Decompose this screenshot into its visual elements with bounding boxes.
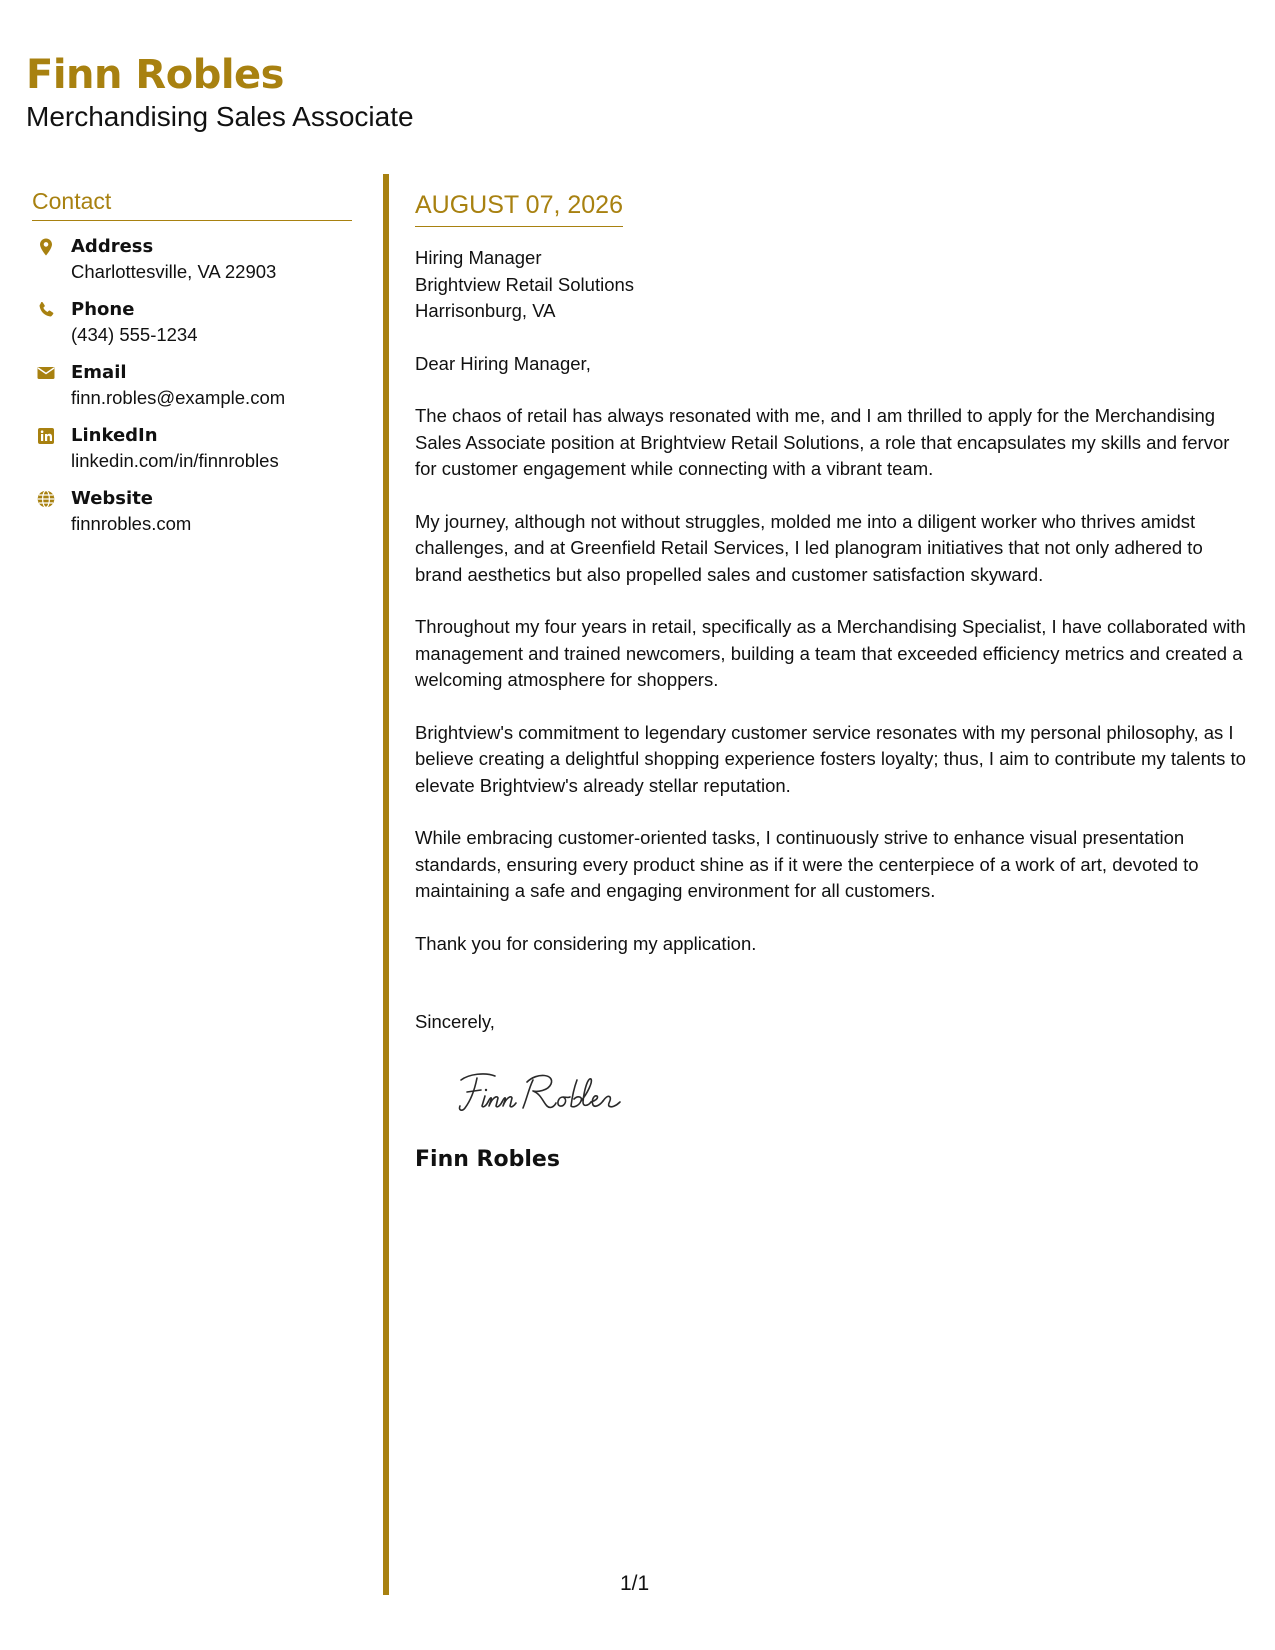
recipient-line: Brightview Retail Solutions: [415, 273, 635, 295]
letter-date: AUGUST 07, 2026: [415, 191, 623, 219]
linkedin-value: linkedin.com/in/finnrobles: [71, 450, 279, 471]
contact-item-website: [32, 487, 352, 550]
date-block: [415, 190, 623, 227]
contact-label: LinkedIn: [71, 425, 158, 446]
vertical-divider: [383, 174, 389, 1595]
contact-sidebar: [32, 186, 352, 550]
letter-paragraph: My journey, although not without struggles, molded me into a diligent worker who thrives amidst challenges, and at Greenfield Retail Services, I led planogram initiatives that not only adhered to brand aesthetics but also propelled sales and customer satisfaction skyward.: [415, 510, 1203, 585]
applicant-name: Finn Robles: [26, 52, 284, 98]
phone-value: (434) 555-1234: [71, 324, 198, 345]
recipient-line: Harrisonburg, VA: [415, 300, 556, 321]
job-title: Merchandising Sales Associate: [26, 101, 414, 132]
contact-label: Address: [71, 236, 154, 257]
header: [26, 46, 414, 134]
contact-label: Phone: [71, 299, 135, 320]
contact-heading: Contact: [32, 186, 352, 221]
handwritten-signature: [455, 1066, 645, 1116]
phone-icon: [36, 300, 56, 320]
salutation: Dear Hiring Manager,: [415, 352, 591, 374]
contact-label: Email: [71, 362, 127, 383]
letter-paragraph: Throughout my four years in retail, specifically as a Merchandising Specialist, I have collaborated with management and trained newcomers, building a team that exceeded efficiency metrics and created a welcoming atmosphere for shoppers.: [415, 616, 1246, 690]
letter-paragraph: While embracing customer-oriented tasks, I continuously strive to enhance visual presentation standards, ensuring every product shine as if it were the centerpiece of a work of art, devoted to maintaining a safe and engaging environment for all customers.: [415, 827, 1199, 901]
website-value: finnrobles.com: [71, 513, 192, 534]
letter-body: [415, 190, 1250, 1174]
closing: Sincerely,: [415, 1011, 495, 1032]
contact-item-phone: [32, 298, 352, 361]
letter-paragraph: Thank you for considering my application.: [415, 932, 757, 954]
contact-item-email: [32, 361, 352, 424]
recipient-block: [415, 245, 1250, 325]
map-pin-icon: [36, 237, 56, 257]
letter-paragraph: Brightview's commitment to legendary customer service resonates with my personal philosophy, as I believe creating a delightful shopping experience fosters loyalty; thus, I aim to contribute my talents to elevate Brightview's already stellar reputation.: [415, 721, 1246, 796]
contact-item-address: [32, 235, 352, 298]
contact-label: Website: [71, 488, 154, 509]
globe-icon: [36, 489, 56, 509]
address-value: Charlottesville, VA 22903: [71, 261, 277, 282]
letter-paragraph: The chaos of retail has always resonated with me, and I am thrilled to apply for the Merchandising Sales Associate position at Brightview Retail Solutions, a role that encapsulates my skills and fervor for customer engagement while connecting with a vibrant team.: [415, 405, 1230, 479]
page-number: 1/1: [620, 1572, 650, 1595]
signer-name: Finn Robles: [415, 1146, 560, 1172]
envelope-icon: [36, 363, 56, 383]
linkedin-icon: [36, 426, 56, 446]
email-value: finn.robles@example.com: [71, 387, 286, 408]
recipient-line: Hiring Manager: [415, 247, 542, 268]
contact-list: [32, 235, 352, 550]
contact-item-linkedin: [32, 424, 352, 487]
